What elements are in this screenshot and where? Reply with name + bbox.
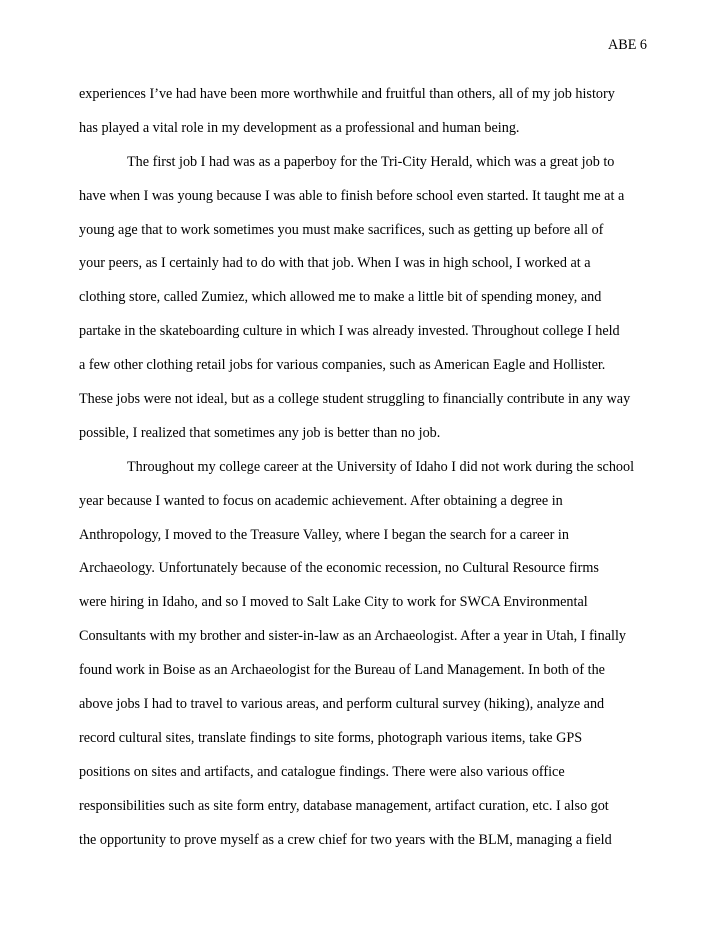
text-line: the opportunity to prove myself as a crew chief for two years with the BLM, managing a field: [79, 831, 612, 848]
text-line: your peers, as I certainly had to do with that job. When I was in high school, I worked at a: [79, 255, 591, 272]
text-line: These jobs were not ideal, but as a college student struggling to financially contribute in any way: [79, 391, 631, 408]
text-line: a few other clothing retail jobs for various companies, such as American Eagle and Hollister.: [79, 357, 606, 374]
text-line: young age that to work sometimes you must make sacrifices, such as getting up before all of: [79, 221, 604, 238]
text-line: Anthropology, I moved to the Treasure Valley, where I began the search for a career in: [79, 526, 569, 543]
text-line: has played a vital role in my development as a professional and human being.: [79, 119, 520, 136]
text-line: positions on sites and artifacts, and catalogue findings. There were also various office: [79, 763, 565, 780]
text-line: responsibilities such as site form entry, database management, artifact curation, etc. I also got: [79, 797, 609, 814]
text-line: Throughout my college career at the University of Idaho I did not work during the school: [127, 458, 635, 475]
text-line: above jobs I had to travel to various areas, and perform cultural survey (hiking), analyze and: [79, 696, 605, 713]
text-line: record cultural sites, translate findings to site forms, photograph various items, take GPS: [79, 729, 583, 746]
text-line: clothing store, called Zumiez, which allowed me to make a little bit of spending money, and: [79, 289, 602, 306]
text-line: found work in Boise as an Archaeologist for the Bureau of Land Management. In both of the: [79, 662, 605, 679]
text-line: possible, I realized that sometimes any job is better than no job.: [79, 424, 441, 441]
text-line: experiences I’ve had have been more worthwhile and fruitful than others, all of my job history: [79, 86, 615, 102]
running-head: ABE 6: [607, 37, 647, 53]
text-line: Archaeology. Unfortunately because of the economic recession, no Cultural Resource firms: [79, 560, 599, 577]
text-line: partake in the skateboarding culture in which I was already invested. Throughout college I held: [79, 323, 620, 340]
text-line: Consultants with my brother and sister-in-law as an Archaeologist. After a year in Utah, I finally: [79, 628, 626, 645]
text-line: year because I wanted to focus on academic achievement. After obtaining a degree in: [79, 492, 563, 509]
text-line: have when I was young because I was able to finish before school even started. It taught me at a: [79, 187, 625, 204]
text-line: The first job I had was as a paperboy for the Tri-City Herald, which was a great job to: [127, 153, 615, 170]
text-line: were hiring in Idaho, and so I moved to Salt Lake City to work for SWCA Environmental: [79, 594, 588, 611]
body-text: [79, 84, 661, 863]
